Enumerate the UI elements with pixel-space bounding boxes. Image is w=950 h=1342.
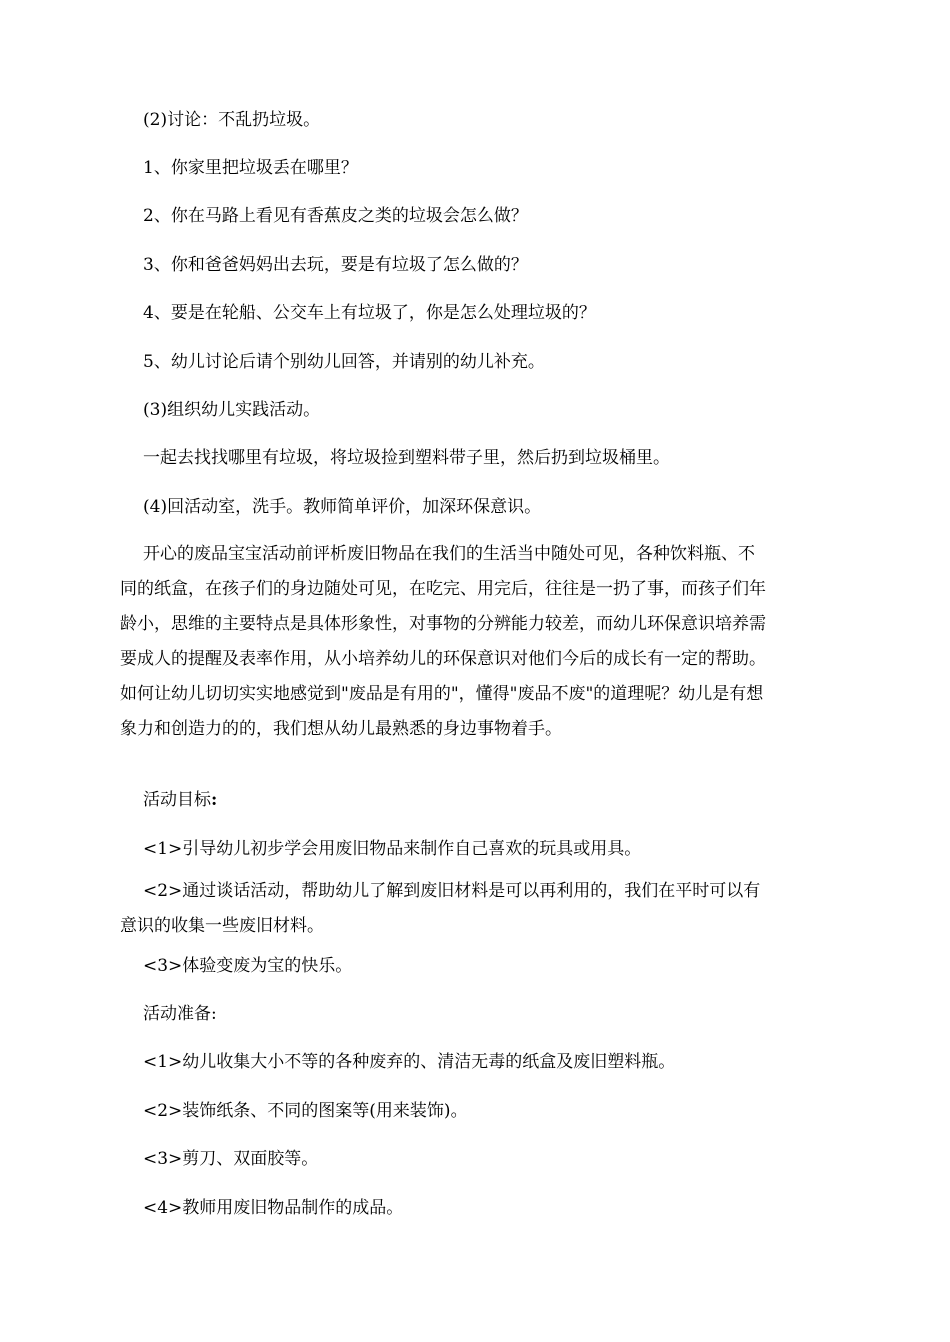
prep-item-1: <1>幼儿收集大小不等的各种废弃的、清洁无毒的纸盒及废旧塑料瓶。 — [143, 1052, 676, 1072]
paragraph-intro — [120, 537, 843, 747]
paragraph-question-4: 4、要是在轮船、公交车上有垃圾了，你是怎么处理垃圾的？ — [143, 303, 596, 323]
paragraph-practice-detail: 一起去找找哪里有垃圾，将垃圾捡到塑料带子里，然后扔到垃圾桶里。 — [143, 448, 670, 468]
intro-line: 如何让幼儿切切实实地感觉到"废品是有用的"，懂得"废品不废"的道理呢？幼儿是有想 — [120, 684, 764, 704]
intro-line: 同的纸盒，在孩子们的身边随处可见，在吃完、用完后，往往是一扔了事，而孩子们年 — [120, 579, 766, 599]
goal-item-2-line: 意识的收集一些废旧材料。 — [120, 916, 324, 936]
goals-heading — [143, 788, 217, 812]
intro-line: 龄小，思维的主要特点是具体形象性，对事物的分辨能力较差，而幼儿环保意识培养需 — [120, 614, 766, 634]
goal-item-2-line: <2>通过谈话活动，帮助幼儿了解到废旧材料是可以再利用的，我们在平时可以有 — [143, 881, 761, 901]
paragraph-question-1: 1、你家里把垃圾丢在哪里？ — [143, 158, 358, 178]
paragraph-return-room: (4)回活动室，洗手。教师简单评价，加深环保意识。 — [143, 497, 542, 517]
goals-heading-colon: : — [211, 790, 218, 810]
paragraph-discussion-heading: (2)讨论：不乱扔垃圾。 — [143, 110, 321, 130]
paragraph-question-5: 5、幼儿讨论后请个别幼儿回答，并请别的幼儿补充。 — [143, 352, 545, 372]
prep-item-4: <4>教师用废旧物品制作的成品。 — [143, 1198, 404, 1218]
prep-item-3: <3>剪刀、双面胶等。 — [143, 1149, 319, 1169]
intro-line: 要成人的提醒及表率作用，从小培养幼儿的环保意识对他们今后的成长有一定的帮助。 — [120, 649, 766, 669]
goal-item-1: <1>引导幼儿初步学会用废旧物品来制作自己喜欢的玩具或用具。 — [143, 839, 642, 859]
intro-line: 开心的废品宝宝活动前评析废旧物品在我们的生活当中随处可见，各种饮料瓶、不 — [143, 544, 755, 564]
goal-item-3: <3>体验变废为宝的快乐。 — [143, 956, 353, 976]
paragraph-practice-heading: (3)组织幼儿实践活动。 — [143, 400, 321, 420]
prep-heading: 活动准备: — [143, 1004, 217, 1024]
paragraph-question-2: 2、你在马路上看见有香蕉皮之类的垃圾会怎么做？ — [143, 206, 528, 226]
intro-line: 象力和创造力的的，我们想从幼儿最熟悉的身边事物着手。 — [120, 719, 562, 739]
goal-item-2 — [120, 874, 843, 944]
goals-heading-text: 活动目标 — [143, 790, 211, 810]
prep-item-2: <2>装饰纸条、不同的图案等(用来装饰)。 — [143, 1101, 468, 1121]
paragraph-question-3: 3、你和爸爸妈妈出去玩，要是有垃圾了怎么做的？ — [143, 255, 528, 275]
